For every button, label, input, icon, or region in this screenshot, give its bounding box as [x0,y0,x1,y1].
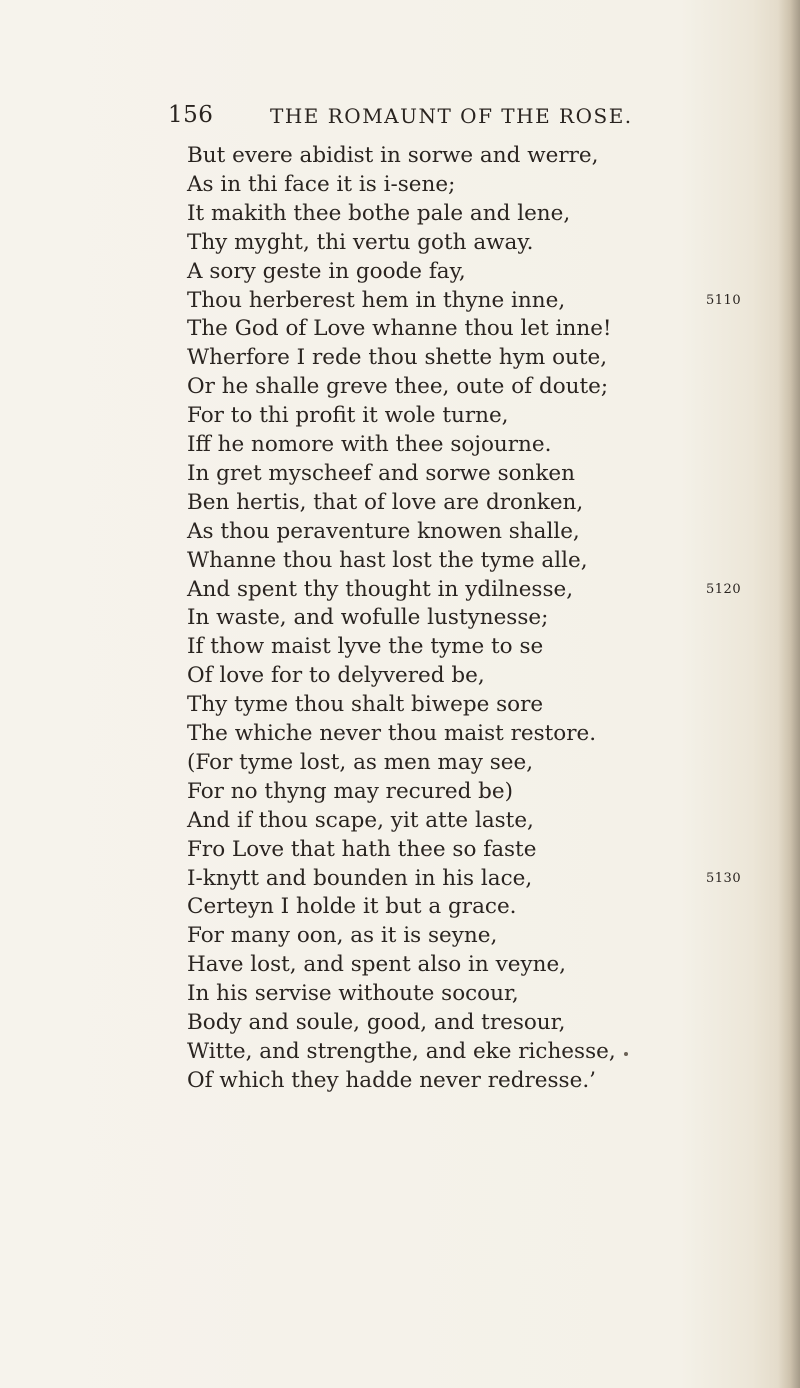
poem-line: The God of Love whanne thou let inne! [187,316,612,342]
poem-line: In gret myscheef and sorwe sonken [187,460,576,486]
poem-line: In his servise withoute socour, [187,981,519,1007]
poem-line: For many oon, as it is seyne, [187,923,498,949]
poem-line: Iff he nomore with thee sojourne. [187,432,552,457]
poem-line: But evere abidist in sorwe and werre, [187,143,599,168]
poem-line: Certeyn I holde it but a grace. [187,894,517,920]
running-title: THE ROMAUNT OF THE ROSE. [270,104,633,128]
line-number: 5120 [706,581,742,597]
poem-line: I-knytt and bounden in his lace, [187,865,533,891]
poem-line: Thou herberest hem in thyne inne, [187,287,566,313]
line-number: 5110 [706,292,742,308]
poem-line: In waste, and wofulle lustynesse; [187,605,549,631]
poem-line: (For tyme lost, as men may see, [187,749,534,775]
poem-line: Ben hertis, that of love are dronken, [187,489,584,515]
poem-line: Have lost, and spent also in veyne, [187,952,567,978]
poem-line: For no thyng may recured be) [187,778,514,804]
poem-line: Thy myght, thi vertu goth away. [187,229,534,255]
poem-line: And spent thy thought in ydilnesse, [187,576,574,602]
poem-line: For to thi profit it wole turne, [187,403,509,429]
poem-line: Wherfore I rede thou shette hym oute, [187,345,608,371]
poem-line: And if thou scape, yit atte laste, [187,807,534,833]
line-number: 5130 [706,870,742,886]
poem-line: It makith thee bothe pale and lene, [187,200,571,226]
poem-line: Fro Love that hath thee so faste [187,836,537,862]
poem-line: Whanne thou hast lost the tyme alle, [187,547,588,573]
poem-line: Witte, and strengthe, and eke richesse, [187,1038,616,1064]
poem-line: A sory geste in goode fay, [187,258,466,284]
poem-line: The whiche never thou maist restore. [187,721,597,746]
poem-line: Body and soule, good, and tresour, [187,1010,566,1035]
poem-line: If thow maist lyve the tyme to se [187,634,544,660]
page-number: 156 [168,102,214,128]
poem-line: Of which they hadde never redresse.’ [187,1067,596,1093]
ink-speck [624,1052,628,1056]
poem-line: As thou peraventure knowen shalle, [187,518,580,544]
poem-line: Of love for to delyvered be, [187,663,485,689]
poem-line: Thy tyme thou shalt biwepe sore [187,692,544,718]
poem-line: Or he shalle greve thee, oute of doute; [187,374,609,400]
poem-line: As in thi face it is i-sene; [187,171,456,197]
